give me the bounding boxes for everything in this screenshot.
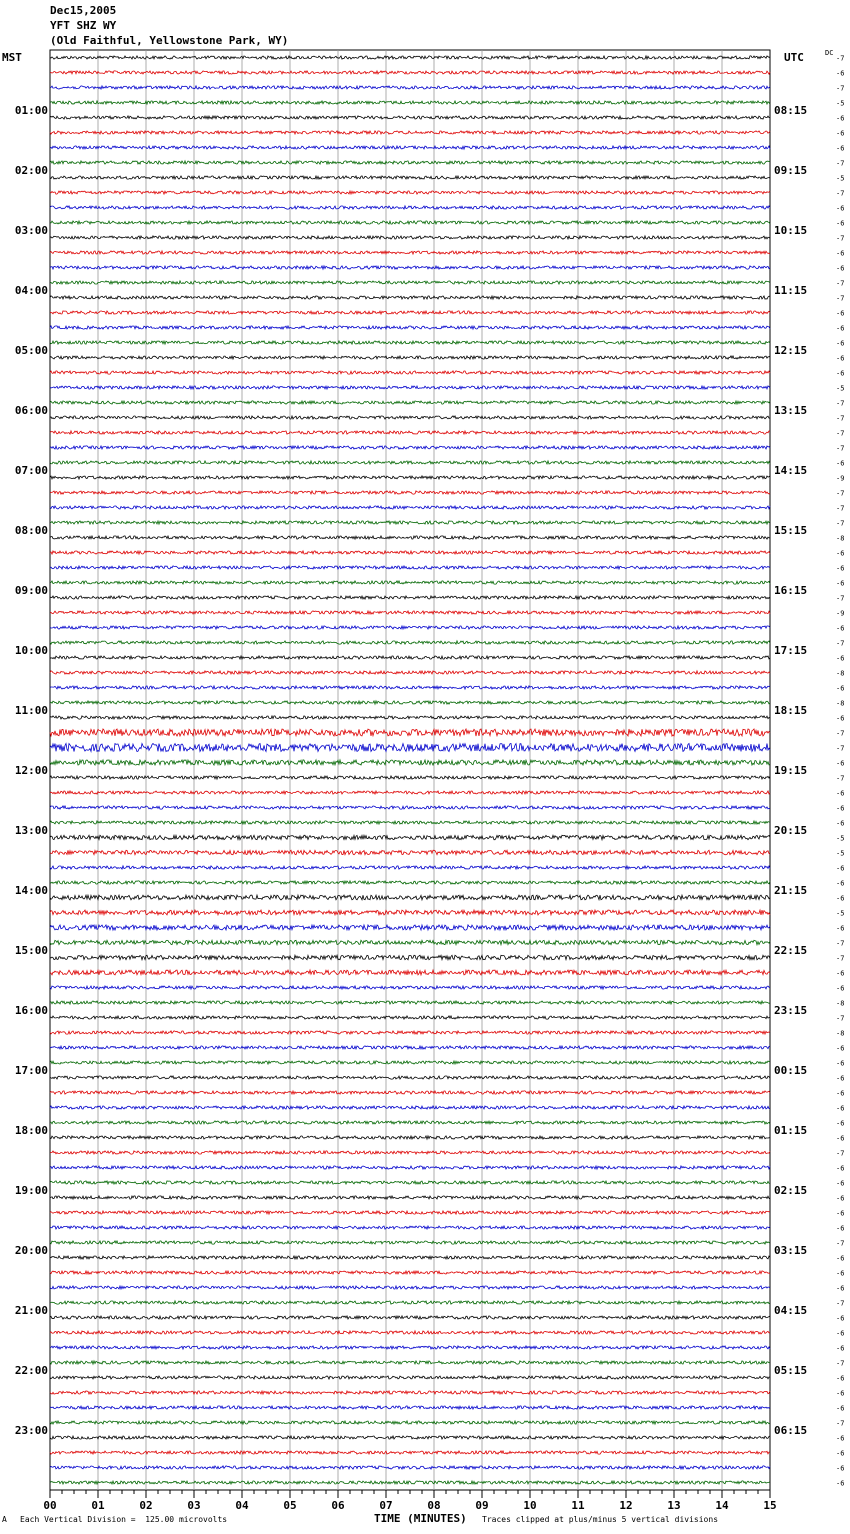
clip-note: Traces clipped at plus/minus 5 vertical divisions <box>482 1515 719 1524</box>
dc-offset-label: -6 <box>836 1119 845 1128</box>
seismic-trace <box>50 1451 770 1454</box>
seismic-trace <box>50 821 770 824</box>
left-hour-label: 18:00 <box>14 1124 48 1137</box>
x-axis-title: TIME (MINUTES) <box>374 1512 467 1525</box>
footer-corner-mark: A <box>2 1515 7 1524</box>
seismic-trace <box>50 806 770 809</box>
dc-offset-label: -6 <box>836 624 845 633</box>
seismic-trace <box>50 536 770 539</box>
x-tick-label: 08 <box>427 1499 441 1512</box>
dc-offset-label: -6 <box>836 1179 845 1188</box>
seismic-trace <box>50 1331 770 1334</box>
right-hour-label: 18:15 <box>774 704 808 717</box>
dc-offset-label: -6 <box>836 1329 845 1338</box>
dc-offset-label: -9 <box>836 474 845 483</box>
dc-offset-label: -8 <box>836 999 845 1008</box>
dc-offset-label: -7 <box>836 1239 845 1248</box>
dc-offset-label: -8 <box>836 534 845 543</box>
dc-offset-label: -6 <box>836 1374 845 1383</box>
seismic-trace <box>50 311 770 314</box>
seismic-trace <box>50 566 770 569</box>
dc-offset-label: -5 <box>836 834 845 843</box>
dc-offset-label: -6 <box>836 1449 845 1458</box>
dc-offset-label: -5 <box>836 174 845 183</box>
right-hour-label: 13:15 <box>774 404 808 417</box>
left-hour-label: 20:00 <box>14 1244 48 1257</box>
seismic-trace <box>50 1226 770 1229</box>
seismic-trace <box>50 296 770 299</box>
x-tick-label: 04 <box>235 1499 249 1512</box>
dc-offset-label: -8 <box>836 669 845 678</box>
header-location: (Old Faithful, Yellowstone Park, WY) <box>50 34 289 47</box>
right-hour-label: 06:15 <box>774 1424 808 1437</box>
dc-offset-label: -6 <box>836 69 845 78</box>
dc-offset-label: -6 <box>836 354 845 363</box>
seismic-trace <box>50 221 770 224</box>
seismic-trace <box>50 791 770 794</box>
seismic-trace <box>50 729 770 736</box>
dc-offset-label: -7 <box>836 234 845 243</box>
seismic-trace <box>50 1181 770 1184</box>
x-tick-label: 03 <box>187 1499 201 1512</box>
seismic-trace <box>50 1016 770 1019</box>
seismic-trace <box>50 371 770 374</box>
dc-label: DC <box>825 49 834 57</box>
seismic-trace <box>50 940 770 944</box>
dc-offset-label: -7 <box>836 939 845 948</box>
seismic-trace <box>50 925 770 930</box>
x-tick-label: 00 <box>43 1499 57 1512</box>
dc-offset-label: -7 <box>836 399 845 408</box>
left-hour-label: 23:00 <box>14 1424 48 1437</box>
seismic-trace <box>50 881 770 884</box>
seismic-trace <box>50 1241 770 1244</box>
seismic-trace <box>50 760 770 765</box>
dc-offset-label: -6 <box>836 924 845 933</box>
x-tick-label: 15 <box>763 1499 777 1512</box>
dc-offset-label: -6 <box>836 1074 845 1083</box>
dc-offset-label: -7 <box>836 84 845 93</box>
seismic-trace <box>50 176 770 179</box>
right-hour-label: 12:15 <box>774 344 808 357</box>
x-tick-label: 06 <box>331 1499 345 1512</box>
x-tick-label: 14 <box>715 1499 729 1512</box>
seismic-trace <box>50 611 770 614</box>
right-hour-label: 15:15 <box>774 524 808 537</box>
dc-offset-label: -7 <box>836 1359 845 1368</box>
seismic-trace <box>50 1481 770 1484</box>
dc-offset-label: -6 <box>836 1104 845 1113</box>
seismic-trace <box>50 626 770 629</box>
seismic-trace <box>50 356 770 359</box>
dc-offset-label: -6 <box>836 819 845 828</box>
seismic-trace <box>50 401 770 404</box>
seismic-trace <box>50 56 770 59</box>
seismic-trace <box>50 551 770 554</box>
seismic-trace <box>50 776 770 779</box>
dc-offset-label: -6 <box>836 684 845 693</box>
seismic-trace <box>50 686 770 689</box>
dc-offset-label: -6 <box>836 1404 845 1413</box>
seismic-trace <box>50 446 770 449</box>
right-hour-label: 03:15 <box>774 1244 808 1257</box>
dc-offset-label: -7 <box>836 414 845 423</box>
seismic-trace <box>50 476 770 479</box>
dc-offset-label: -5 <box>836 99 845 108</box>
dc-offset-label: -7 <box>836 429 845 438</box>
dc-offset-label: -6 <box>836 564 845 573</box>
dc-offset-label: -6 <box>836 309 845 318</box>
seismic-trace <box>50 461 770 464</box>
seismic-trace <box>50 596 770 599</box>
dc-offset-label: -6 <box>836 1134 845 1143</box>
dc-offset-label: -6 <box>836 219 845 228</box>
seismic-trace <box>50 970 770 975</box>
dc-offset-label: -7 <box>836 594 845 603</box>
seismic-trace <box>50 1361 770 1364</box>
dc-offset-label: -6 <box>836 369 845 378</box>
dc-offset-label: -6 <box>836 324 845 333</box>
left-hour-label: 04:00 <box>14 284 48 297</box>
dc-offset-label: -6 <box>836 1209 845 1218</box>
seismic-trace <box>50 1166 770 1169</box>
seismic-trace <box>50 116 770 119</box>
seismic-trace <box>50 521 770 524</box>
right-hour-label: 04:15 <box>774 1304 808 1317</box>
left-hour-label: 06:00 <box>14 404 48 417</box>
right-hour-label: 09:15 <box>774 164 808 177</box>
dc-offset-label: -7 <box>836 519 845 528</box>
right-hour-label: 02:15 <box>774 1184 808 1197</box>
dc-offset-label: -6 <box>836 144 845 153</box>
x-tick-label: 13 <box>667 1499 681 1512</box>
dc-offset-label: -6 <box>836 1479 845 1488</box>
header-date: Dec15,2005 <box>50 4 117 17</box>
dc-offset-label: -6 <box>836 714 845 723</box>
dc-offset-label: -7 <box>836 1014 845 1023</box>
left-hour-label: 22:00 <box>14 1364 48 1377</box>
dc-offset-label: -7 <box>836 444 845 453</box>
x-tick-label: 09 <box>475 1499 489 1512</box>
right-hour-label: 00:15 <box>774 1064 808 1077</box>
dc-offset-label: -6 <box>836 579 845 588</box>
seismic-trace <box>50 281 770 284</box>
x-tick-label: 07 <box>379 1499 393 1512</box>
dc-offset-label: -6 <box>836 1269 845 1278</box>
dc-offset-label: -6 <box>836 1254 845 1263</box>
right-hour-label: 19:15 <box>774 764 808 777</box>
dc-offset-label: -7 <box>836 54 845 63</box>
dc-offset-label: -8 <box>836 1029 845 1038</box>
seismic-trace <box>50 850 770 854</box>
left-hour-label: 08:00 <box>14 524 48 537</box>
scale-note: Each Vertical Division = 125.00 microvolts <box>20 1515 228 1524</box>
dc-offset-label: -7 <box>836 279 845 288</box>
dc-offset-label: -6 <box>836 1464 845 1473</box>
dc-offset-label: -7 <box>836 954 845 963</box>
left-timezone-label: MST <box>2 51 22 64</box>
seismic-trace <box>50 986 770 989</box>
left-hour-label: 15:00 <box>14 944 48 957</box>
dc-offset-label: -6 <box>836 1344 845 1353</box>
dc-offset-label: -6 <box>836 894 845 903</box>
seismic-trace <box>50 641 770 644</box>
dc-offset-label: -6 <box>836 1224 845 1233</box>
left-hour-label: 21:00 <box>14 1304 48 1317</box>
dc-offset-label: -6 <box>836 1314 845 1323</box>
seismic-trace <box>50 251 770 254</box>
seismic-trace <box>50 910 770 915</box>
right-hour-label: 20:15 <box>774 824 808 837</box>
seismic-trace <box>50 1121 770 1124</box>
seismic-trace <box>50 1046 770 1049</box>
seismic-trace <box>50 1031 770 1034</box>
seismic-trace <box>50 1061 770 1064</box>
left-hour-label: 17:00 <box>14 1064 48 1077</box>
seismic-trace <box>50 266 770 269</box>
seismic-trace <box>50 1106 770 1109</box>
seismic-trace <box>50 866 770 869</box>
dc-offset-label: -5 <box>836 384 845 393</box>
dc-offset-label: -7 <box>836 159 845 168</box>
dc-offset-label: -6 <box>836 249 845 258</box>
left-hour-label: 19:00 <box>14 1184 48 1197</box>
dc-offset-label: -6 <box>836 1194 845 1203</box>
seismic-trace <box>50 1256 770 1259</box>
dc-offset-label: -6 <box>836 1164 845 1173</box>
dc-offset-label: -6 <box>836 789 845 798</box>
x-tick-label: 12 <box>619 1499 633 1512</box>
dc-offset-label: -6 <box>836 864 845 873</box>
right-hour-label: 01:15 <box>774 1124 808 1137</box>
seismic-trace <box>50 1406 770 1409</box>
right-hour-label: 08:15 <box>774 104 808 117</box>
seismic-trace <box>50 1316 770 1319</box>
dc-offset-label: -7 <box>836 729 845 738</box>
seismic-trace <box>50 1211 770 1214</box>
seismic-trace <box>50 341 770 344</box>
right-timezone-label: UTC <box>784 51 804 64</box>
right-hour-label: 21:15 <box>774 884 808 897</box>
dc-offset-label: -6 <box>836 1089 845 1098</box>
seismic-trace <box>50 1271 770 1274</box>
seismic-trace <box>50 1091 770 1094</box>
seismic-trace <box>50 1421 770 1424</box>
seismic-trace <box>50 1346 770 1349</box>
seismic-trace <box>50 131 770 134</box>
right-hour-label: 23:15 <box>774 1004 808 1017</box>
seismic-trace <box>50 191 770 194</box>
x-tick-label: 10 <box>523 1499 537 1512</box>
seismic-trace <box>50 1151 770 1154</box>
dc-offset-label: -6 <box>836 264 845 273</box>
right-hour-label: 22:15 <box>774 944 808 957</box>
dc-offset-label: -6 <box>836 129 845 138</box>
seismic-trace <box>50 1136 770 1139</box>
seismic-trace <box>50 1376 770 1379</box>
right-hour-label: 14:15 <box>774 464 808 477</box>
dc-offset-label: -6 <box>836 549 845 558</box>
left-hour-label: 09:00 <box>14 584 48 597</box>
seismic-trace <box>50 1436 770 1439</box>
dc-offset-label: -6 <box>836 759 845 768</box>
left-hour-label: 05:00 <box>14 344 48 357</box>
x-tick-label: 01 <box>91 1499 105 1512</box>
seismic-trace <box>50 701 770 704</box>
dc-offset-label: -8 <box>836 699 845 708</box>
seismic-trace <box>50 835 770 839</box>
dc-offset-label: -9 <box>836 609 845 618</box>
dc-offset-label: -6 <box>836 339 845 348</box>
left-hour-label: 12:00 <box>14 764 48 777</box>
seismic-trace <box>50 1196 770 1199</box>
seismic-trace <box>50 431 770 434</box>
left-hour-label: 07:00 <box>14 464 48 477</box>
dc-offset-label: -6 <box>836 1044 845 1053</box>
right-hour-label: 11:15 <box>774 284 808 297</box>
dc-offset-label: -6 <box>836 984 845 993</box>
seismic-trace <box>50 146 770 149</box>
seismic-trace <box>50 506 770 509</box>
seismic-trace <box>50 1466 770 1469</box>
dc-offset-label: -6 <box>836 879 845 888</box>
dc-offset-label: -7 <box>836 774 845 783</box>
seismic-trace <box>50 716 770 719</box>
seismic-trace <box>50 1076 770 1079</box>
dc-offset-label: -6 <box>836 804 845 813</box>
left-hour-label: 14:00 <box>14 884 48 897</box>
right-hour-label: 10:15 <box>774 224 808 237</box>
dc-offset-label: -6 <box>836 1059 845 1068</box>
seismic-trace <box>50 1391 770 1394</box>
dc-offset-label: -7 <box>836 189 845 198</box>
right-hour-label: 17:15 <box>774 644 808 657</box>
dc-offset-label: -6 <box>836 114 845 123</box>
seismic-trace <box>50 955 770 959</box>
left-hour-label: 16:00 <box>14 1004 48 1017</box>
seismic-trace <box>50 161 770 164</box>
left-hour-label: 10:00 <box>14 644 48 657</box>
dc-offset-label: -6 <box>836 459 845 468</box>
dc-offset-label: -7 <box>836 1149 845 1158</box>
dc-offset-label: -6 <box>836 969 845 978</box>
left-hour-label: 02:00 <box>14 164 48 177</box>
dc-offset-label: -6 <box>836 1434 845 1443</box>
seismic-trace <box>50 1286 770 1289</box>
dc-offset-label: -7 <box>836 744 845 753</box>
seismic-trace <box>50 895 770 900</box>
x-tick-label: 05 <box>283 1499 297 1512</box>
seismic-trace <box>50 491 770 494</box>
dc-offset-label: -7 <box>836 294 845 303</box>
seismic-trace <box>50 581 770 584</box>
dc-offset-label: -7 <box>836 504 845 513</box>
dc-offset-label: -7 <box>836 489 845 498</box>
left-hour-label: 11:00 <box>14 704 48 717</box>
dc-offset-label: -6 <box>836 204 845 213</box>
seismic-trace <box>50 1301 770 1304</box>
seismic-trace <box>50 1001 770 1004</box>
dc-offset-label: -6 <box>836 654 845 663</box>
dc-offset-label: -7 <box>836 639 845 648</box>
seismic-trace <box>50 386 770 389</box>
dc-offset-label: -6 <box>836 1389 845 1398</box>
seismic-trace <box>50 86 770 89</box>
seismic-trace <box>50 236 770 239</box>
left-hour-label: 01:00 <box>14 104 48 117</box>
right-hour-label: 16:15 <box>774 584 808 597</box>
header-station: YFT SHZ WY <box>50 19 117 32</box>
seismic-trace <box>50 71 770 74</box>
dc-offset-label: -5 <box>836 849 845 858</box>
seismic-trace <box>50 744 770 752</box>
seismic-trace <box>50 326 770 329</box>
dc-offset-label: -7 <box>836 1419 845 1428</box>
left-hour-label: 13:00 <box>14 824 48 837</box>
seismic-trace <box>50 416 770 419</box>
right-hour-label: 05:15 <box>774 1364 808 1377</box>
dc-offset-label: -7 <box>836 1299 845 1308</box>
dc-offset-label: -6 <box>836 1284 845 1293</box>
left-hour-label: 03:00 <box>14 224 48 237</box>
seismic-trace <box>50 656 770 659</box>
x-tick-label: 02 <box>139 1499 153 1512</box>
seismic-trace <box>50 671 770 674</box>
seismic-trace <box>50 206 770 209</box>
dc-offset-label: -5 <box>836 909 845 918</box>
seismic-trace <box>50 101 770 104</box>
x-tick-label: 11 <box>571 1499 585 1512</box>
